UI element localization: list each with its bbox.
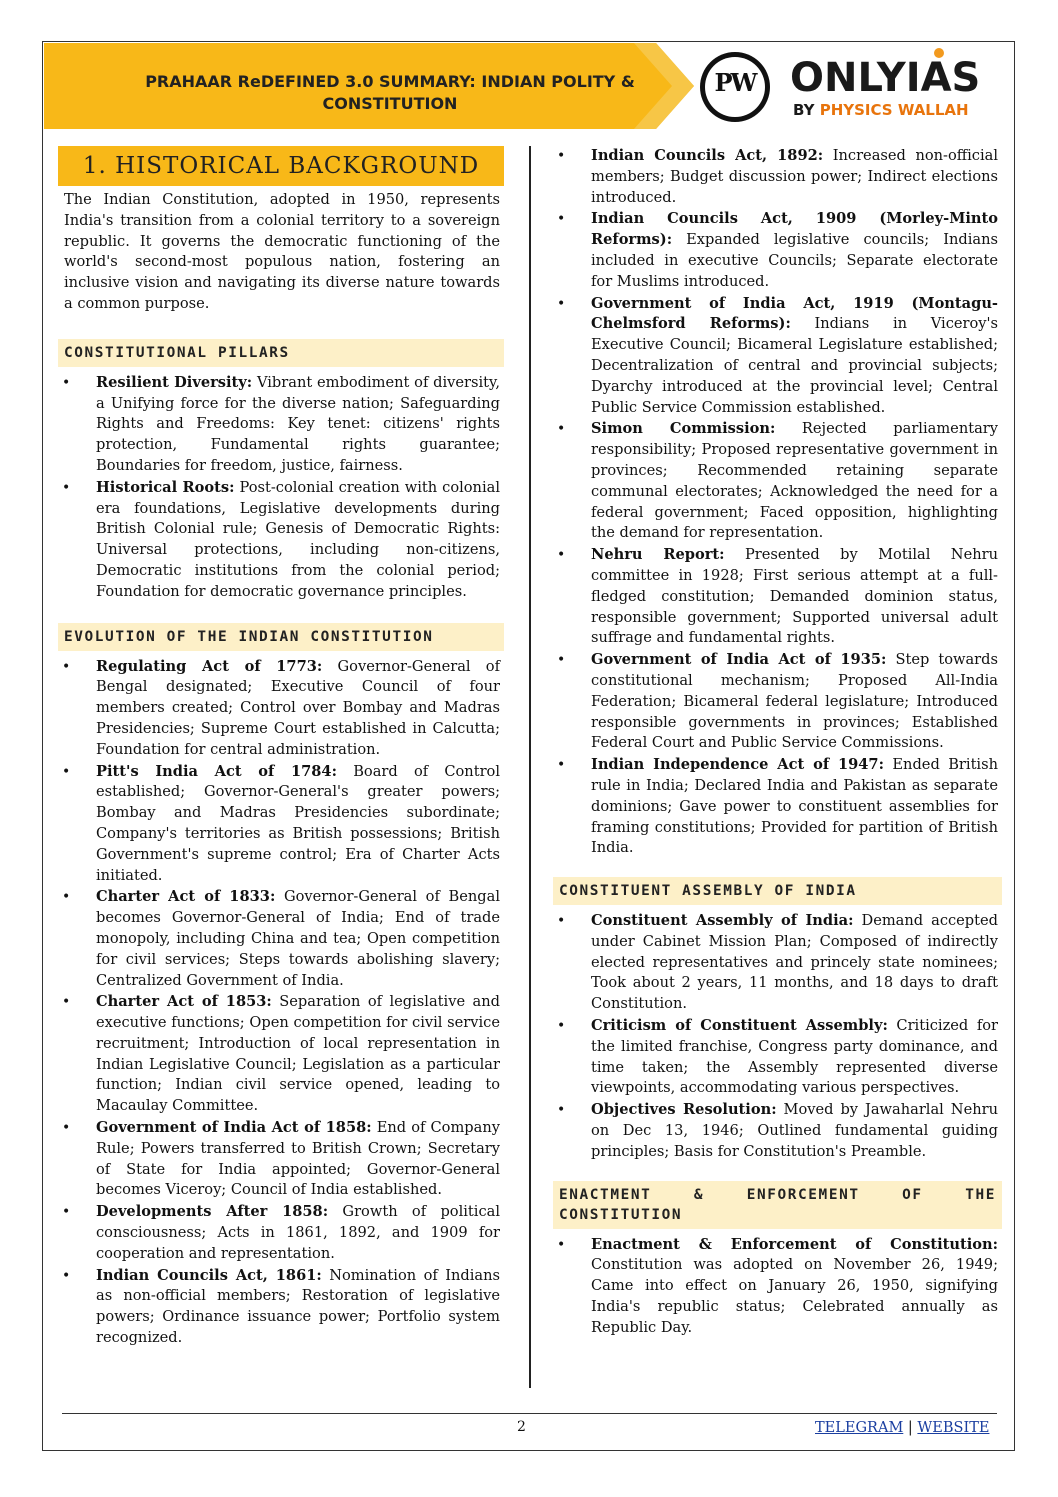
- brand-name: ONLYIAS: [790, 55, 981, 101]
- item-separator: :: [322, 1203, 329, 1221]
- list-item: [58, 1118, 504, 1201]
- item-term: Simon Commission: [591, 420, 770, 438]
- list-item: [553, 1235, 1002, 1339]
- item-term: Historical Roots: [96, 478, 230, 496]
- list-item: [553, 294, 1002, 419]
- item-separator: :: [848, 912, 854, 930]
- list-item: [553, 146, 1002, 208]
- item-separator: :: [666, 231, 673, 249]
- item-term: Constituent Assembly of India: [591, 912, 849, 930]
- item-term: Resilient Diversity: [96, 373, 247, 391]
- item-term: Developments After 1858: [96, 1203, 323, 1221]
- item-text: Post-colonial creation with colonial era foundations, Legislative developments during British Colonial rule; Genesis of Democratic Rights: Universal protections, including non-citizens, Democratic institutions from the colonial period; Foundation for democratic governance principles.: [96, 478, 500, 600]
- list-item: [553, 1016, 1002, 1099]
- list-item: [58, 762, 504, 887]
- footer-links: [815, 1420, 989, 1436]
- item-term: Regulating Act of 1773: [96, 657, 317, 675]
- item-text: End of Company Rule; Powers transferred to British Crown; Secretary of State for India appointed; Governor-General becomes Viceroy; Council of India established.: [96, 1119, 500, 1199]
- list-item: [58, 478, 504, 603]
- item-separator: :: [881, 651, 887, 669]
- item-term: Charter Act of 1833: [96, 888, 270, 906]
- item-separator: :: [769, 420, 776, 438]
- item-text: Governor-General of Bengal becomes Governor-General of India; End of trade monopoly, including China and tea; Open competition for civil services; Steps towards abolishing slavery; Centralized Government of India.: [96, 888, 500, 989]
- item-term: Enactment & Enforcement of Constitution: [591, 1235, 993, 1253]
- item-separator: :: [719, 546, 725, 564]
- column-divider: [529, 146, 531, 1388]
- link-separator: |: [907, 1420, 913, 1436]
- item-text: Demand accepted under Cabinet Mission Plan; Composed of indirectly elected representatives and princely state nominees; Took about 2 years, 11 months, and 18 days to draft Constitution.: [591, 912, 998, 1013]
- intro-paragraph: The Indian Constitution, adopted in 1950, represents India's transition from a colonial territory to a sovereign republic. It governs the democratic functioning of the world's second-most populous nation, fostering an inclusive vision and navigating its diverse nature towards a common purpose.: [64, 191, 500, 312]
- item-term: Nehru Report: [591, 546, 720, 564]
- list-item: [553, 419, 1002, 544]
- item-text: Governor-General of Bengal designated; Executive Council of four members created; Control over Bombay and Madras Presidencies; Supreme Court established in Calcutta; Foundation for central administration.: [96, 657, 500, 758]
- item-separator: :: [771, 1101, 777, 1119]
- item-text: Expanded legislative councils; Indians included in executive Councils; Separate electorate for Muslims introduced.: [591, 231, 998, 290]
- footer-divider: [62, 1413, 997, 1414]
- enactment-list: [553, 1235, 1002, 1339]
- subheading-evolution: EVOLUTION OF THE INDIAN CONSTITUTION: [58, 623, 504, 651]
- subheading-pillars: CONSTITUTIONAL PILLARS: [58, 339, 504, 367]
- item-separator: :: [331, 762, 337, 780]
- pillars-list: [58, 373, 504, 603]
- list-item: [58, 1202, 504, 1264]
- pw-logo: PW: [700, 52, 770, 122]
- list-item: [58, 373, 504, 477]
- list-item: [58, 887, 504, 991]
- item-text: Constitution was adopted on November 26, 1949; Came into effect on January 26, 1950, signifying India's republic status; Celebrated annually as Republic Day.: [591, 1256, 998, 1336]
- item-text: Board of Control established; Governor-General's greater powers; Bombay and Madras Presidencies subordinate; Company's territories as British possessions; British Government's supreme control; Era of Charter Acts initiated.: [96, 762, 501, 884]
- item-separator: :: [316, 1266, 322, 1284]
- item-text: Nomination of Indians as non-official members; Restoration of legislative powers; Ordinance issuance power; Portfolio system recognized.: [96, 1266, 501, 1347]
- item-term: Charter Act of 1853: [96, 993, 267, 1011]
- item-separator: :: [269, 888, 276, 906]
- item-separator: :: [817, 147, 824, 164]
- item-term: Criticism of Constituent Assembly: [591, 1017, 883, 1035]
- item-term: Indian Councils Act, 1892: [591, 147, 818, 164]
- section-heading: 1. HISTORICAL BACKGROUND: [58, 146, 504, 186]
- subheading-assembly: CONSTITUENT ASSEMBLY OF INDIA: [553, 877, 1002, 905]
- item-separator: :: [882, 1017, 888, 1035]
- brand-subtitle: BY PHYSICS WALLAH: [793, 101, 969, 119]
- item-text: Step towards constitutional mechanism; Proposed All-India Federation; Bicameral federal legislature; Introduced responsible governments in provinces; Established Federal Court and Public Service Commissions.: [591, 651, 998, 752]
- item-text: Indians in Viceroy's Executive Council; Bicameral Legislature established; Decentralization of central and provincial subjects; Dyarchy introduced at the provincial level; Central Public Service Commission established.: [591, 315, 999, 416]
- subheading-enactment: ENACTMENT & ENFORCEMENT OF THE CONSTITUTION: [553, 1181, 1002, 1229]
- list-item: [553, 650, 1002, 754]
- list-item: [58, 657, 504, 761]
- list-item: [553, 911, 1002, 1015]
- item-text: Growth of political consciousness; Acts in 1861, 1892, and 1909 for cooperation and representation.: [96, 1203, 500, 1262]
- item-term: Indian Councils Act, 1909 (Morley-Minto Reforms): [591, 210, 998, 249]
- left-column: [58, 146, 504, 1350]
- item-term: Government of India Act, 1919 (Montagu-Chelmsford Reforms): [591, 294, 998, 333]
- item-term: Indian Independence Act of 1947: [591, 756, 879, 774]
- evolution-continued-list: [553, 146, 1002, 859]
- list-item: [58, 1266, 504, 1349]
- item-text: Ended British rule in India; Declared India and Pakistan as separate dominions; Gave power to constituent assemblies for framing constitutions; Provided for partition of British India.: [591, 756, 998, 857]
- website-link[interactable]: WEBSITE: [917, 1420, 990, 1436]
- item-text: Separation of legislative and executive functions; Open competition for civil service recruitment; Introduction of local representation in Indian Legislative Council; Legislation as a particular function; Indian civil service opened, leading to Macaulay Committee.: [96, 993, 500, 1115]
- item-separator: :: [366, 1119, 372, 1137]
- item-text: Moved by Jawaharlal Nehru on Dec 13, 1946; Outlined fundamental guiding principles; Basis for Constitution's Preamble.: [591, 1101, 998, 1160]
- item-separator: :: [229, 478, 235, 496]
- evolution-list: [58, 657, 504, 1349]
- item-text: Increased non-official members; Budget discussion power; Indirect elections introduced.: [591, 147, 998, 206]
- item-separator: :: [266, 993, 272, 1011]
- list-item: [553, 755, 1002, 859]
- list-item: [553, 1100, 1002, 1162]
- assembly-list: [553, 911, 1002, 1163]
- item-term: Pitt's India Act of 1784: [96, 762, 332, 780]
- right-column: [553, 146, 1002, 1340]
- item-separator: :: [785, 315, 791, 333]
- document-title: PRAHAAR ReDEFINED 3.0 SUMMARY: INDIAN POLITY & CONSTITUTION: [145, 72, 635, 113]
- item-term: Indian Councils Act, 1861: [96, 1266, 317, 1284]
- list-item: [553, 545, 1002, 649]
- item-text: Presented by Motilal Nehru committee in 1928; First serious attempt at a full-fledged constitution; Demanded dominion status, responsible government; Supported universal adult suffrage and fundamental rights.: [591, 546, 998, 647]
- item-term: Objectives Resolution: [591, 1101, 772, 1119]
- item-text: Rejected parliamentary responsibility; Proposed representative government in provinces; Recommended retaining separate communal electorates; Acknowledged the need for a federal government; Faced opposition, highlighting the demand for representation.: [591, 420, 998, 542]
- page-number: 2: [517, 1419, 526, 1435]
- telegram-link[interactable]: TELEGRAM: [815, 1420, 904, 1436]
- item-separator: :: [246, 373, 253, 391]
- item-text: Vibrant embodiment of diversity, a Unifying force for the diverse nation; Safeguarding Rights and Freedoms: Key tenet: citizens' rights protection, Fundamental rights guarantee; Boundaries for freedom, justice, fairness.: [96, 373, 500, 474]
- item-separator: :: [316, 657, 323, 675]
- item-term: Government of India Act of 1935: [591, 651, 882, 669]
- item-text: Criticized for the limited franchise, Congress party dominance, and time taken; the Assembly represented diverse viewpoints, accommodating various perspectives.: [591, 1017, 998, 1097]
- item-separator: :: [878, 756, 884, 774]
- item-separator: :: [992, 1235, 998, 1253]
- list-item: [58, 992, 504, 1117]
- list-item: [553, 209, 1002, 292]
- item-term: Government of India Act of 1858: [96, 1119, 367, 1137]
